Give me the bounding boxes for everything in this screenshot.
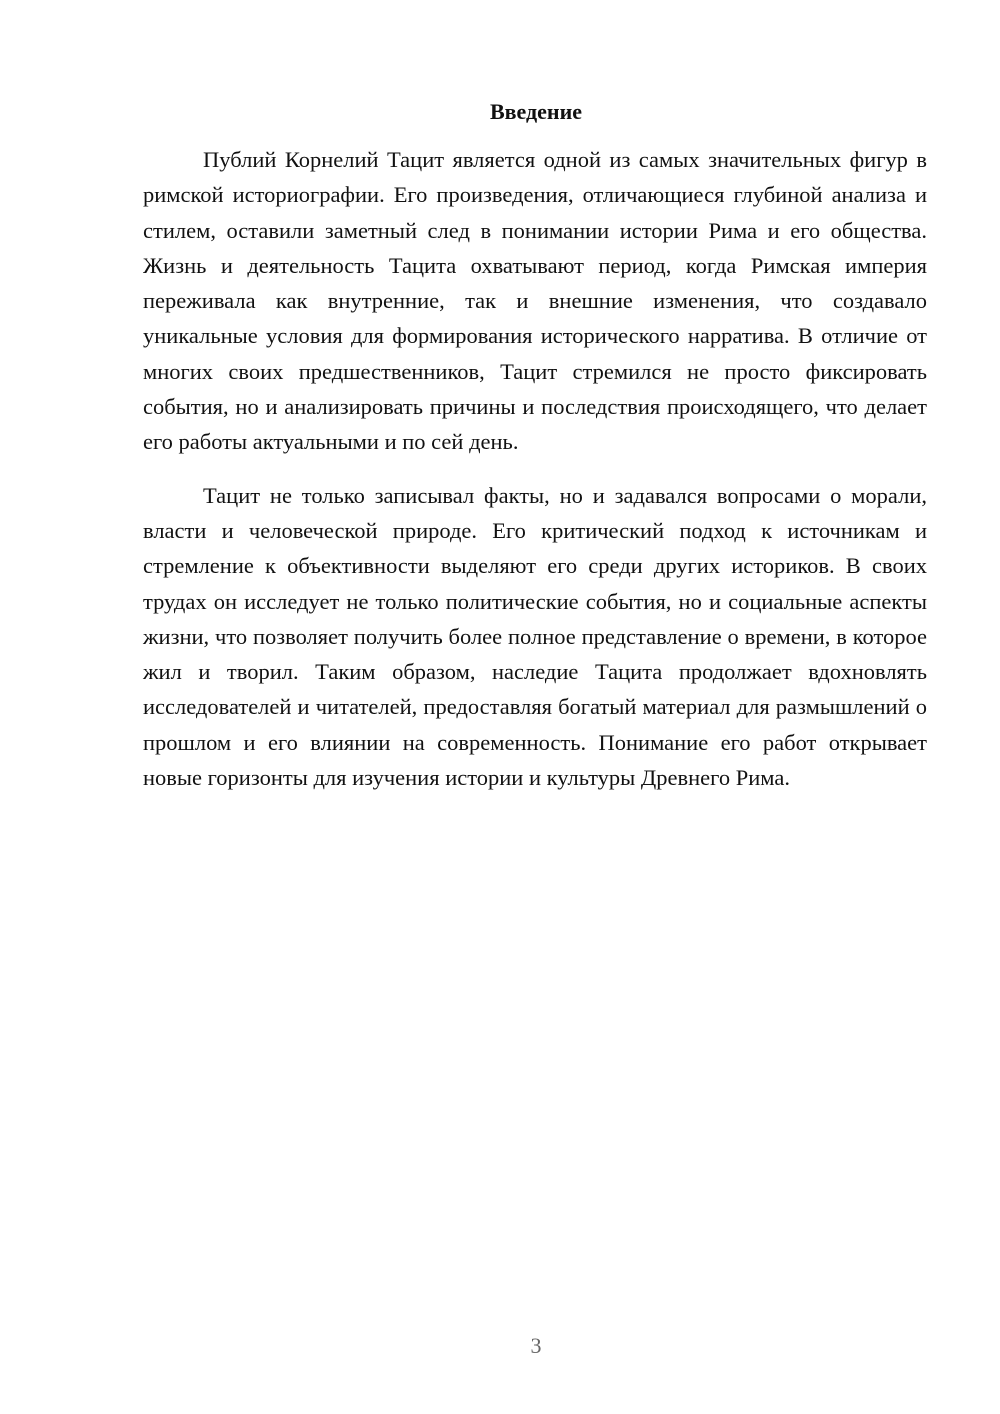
- page-number: 3: [530, 1333, 542, 1358]
- paragraph-2: Тацит не только записывал факты, но и задавался вопросами о морали, власти и человеческой природе. Его критический подход к источникам и стремление к объективности выделяют его среди других историков. В своих трудах он исследует не только политические события, но и социальные аспекты жизни, что позволяет получить более полное представление о времени, в которое жил и творил. Таким образом, наследие Тацита продолжает вдохновлять исследователей и читателей, предоставляя богатый материал для размышлений о прошлом и его влиянии на современность. Понимание его работ открывает новые горизонты для изучения истории и культуры Древнего Рима.: [143, 482, 927, 791]
- body-text: [143, 142, 927, 813]
- paragraph-1: Публий Корнелий Тацит является одной из самых значительных фигур в римской историографии. Его произведения, отличающиеся глубиной анализа и стилем, оставили заметный след в понимании истории Рима и его общества. Жизнь и деятельность Тацита охватывают период, когда Римская империя переживала как внутренние, так и внешние изменения, что создавало уникальные условия для формирования исторического нарратива. В отличие от многих своих предшественников, Тацит стремился не просто фиксировать события, но и анализировать причины и последствия происходящего, что делает его работы актуальными и по сей день.: [143, 147, 927, 455]
- section-heading: Введение: [489, 99, 583, 124]
